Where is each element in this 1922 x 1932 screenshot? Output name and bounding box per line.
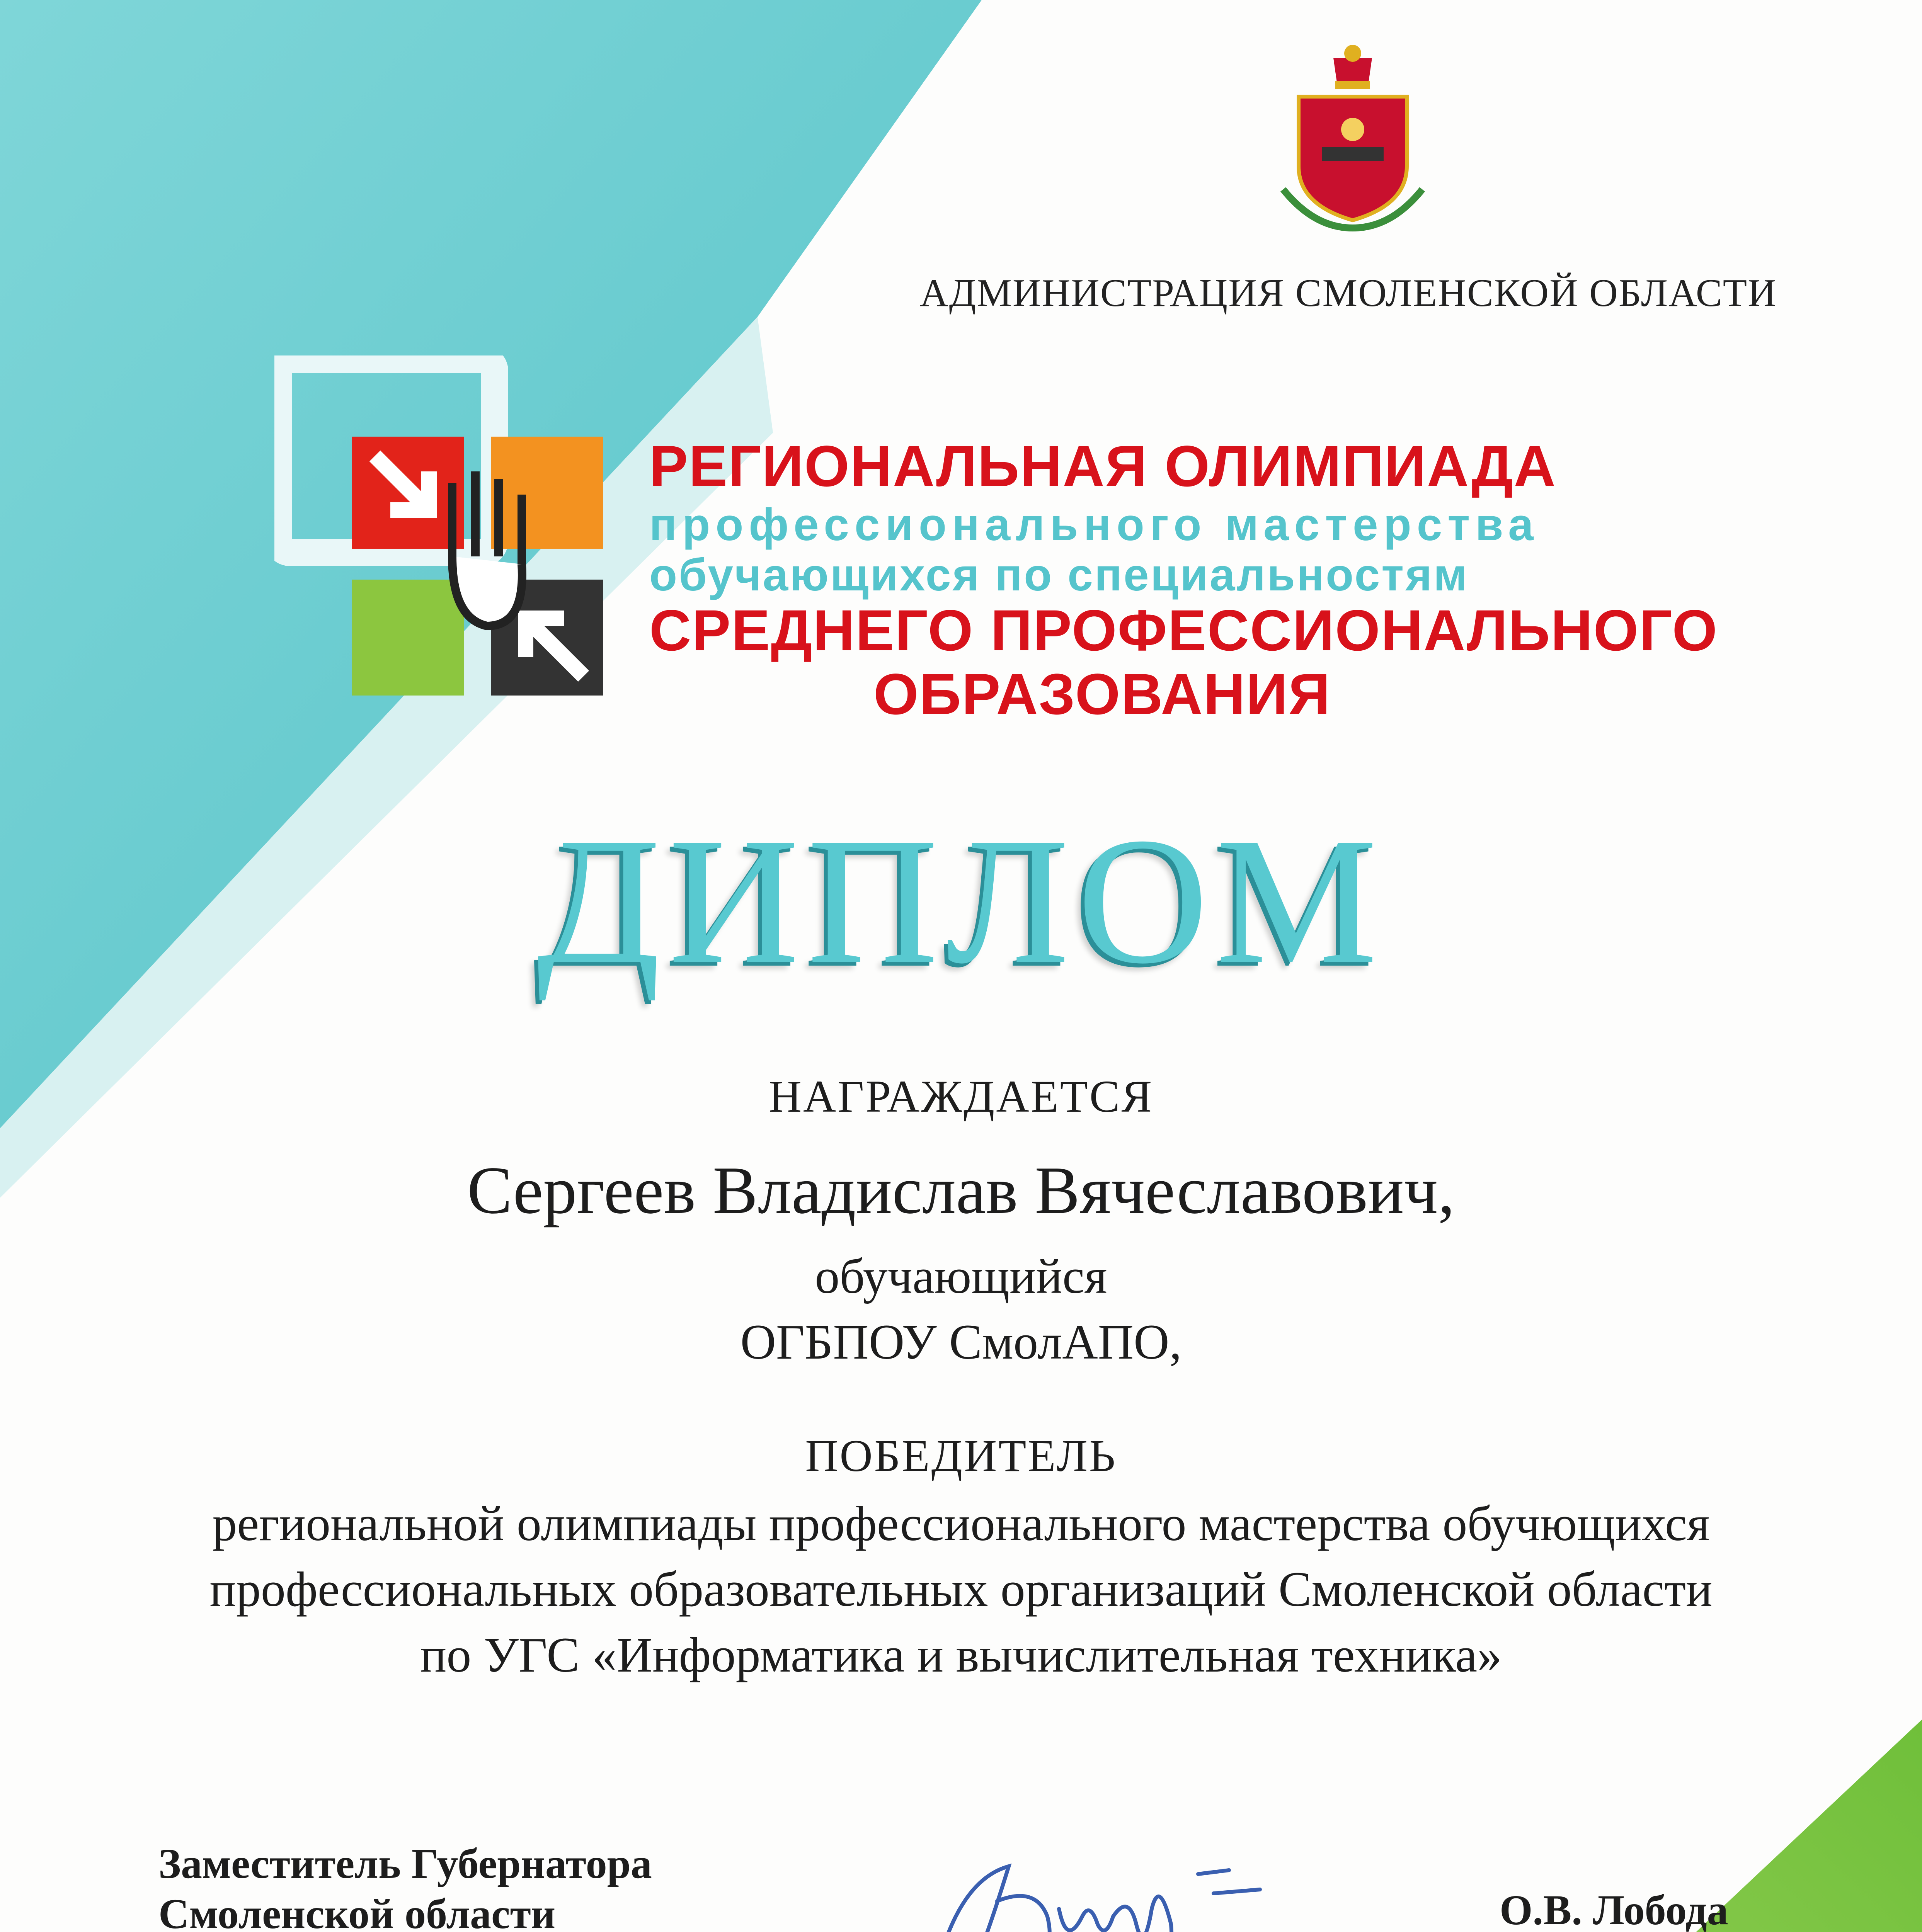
recipient-name: Сергеев Владислав Вячеславович, — [467, 1153, 1455, 1228]
signatory-title-line1: Заместитель Губернатора — [158, 1840, 652, 1887]
recipient-role: обучающийся — [815, 1249, 1107, 1304]
awarded-label: НАГРАЖДАЕТСЯ — [768, 1071, 1154, 1122]
description-line: профессиональных образовательных организаций Смоленской области — [209, 1562, 1713, 1617]
description-line: по УГС «Информатика и вычислительная техника» — [420, 1628, 1502, 1682]
signatory-name: О.В. Лобода — [1500, 1886, 1728, 1932]
result-label: ПОБЕДИТЕЛЬ — [805, 1430, 1117, 1481]
recipient-organization: ОГБПОУ СмолАПО, — [740, 1315, 1182, 1369]
olympiad-title-line5: ОБРАЗОВАНИЯ — [873, 662, 1331, 726]
olympiad-hand-logo-icon — [274, 355, 603, 734]
olympiad-title-line3: обучающихся по специальностям — [649, 549, 1469, 600]
authority-name: АДМИНИСТРАЦИЯ СМОЛЕНСКОЙ ОБЛАСТИ — [920, 271, 1777, 315]
diploma-title: ДИПЛОМ — [536, 800, 1386, 1001]
signatory-title-line2: Смоленской области — [158, 1890, 556, 1932]
olympiad-title-line2: профессионального мастерства — [649, 499, 1539, 550]
smolensk-coat-of-arms-icon — [1268, 43, 1438, 236]
handwritten-signature — [920, 1832, 1345, 1932]
description-line: региональной олимпиады профессионального мастерства обучющихся — [212, 1496, 1710, 1551]
olympiad-title-line1: РЕГИОНАЛЬНАЯ ОЛИМПИАДА — [649, 434, 1556, 498]
olympiad-title-line4: СРЕДНЕГО ПРОФЕССИОНАЛЬНОГО — [649, 598, 1718, 663]
